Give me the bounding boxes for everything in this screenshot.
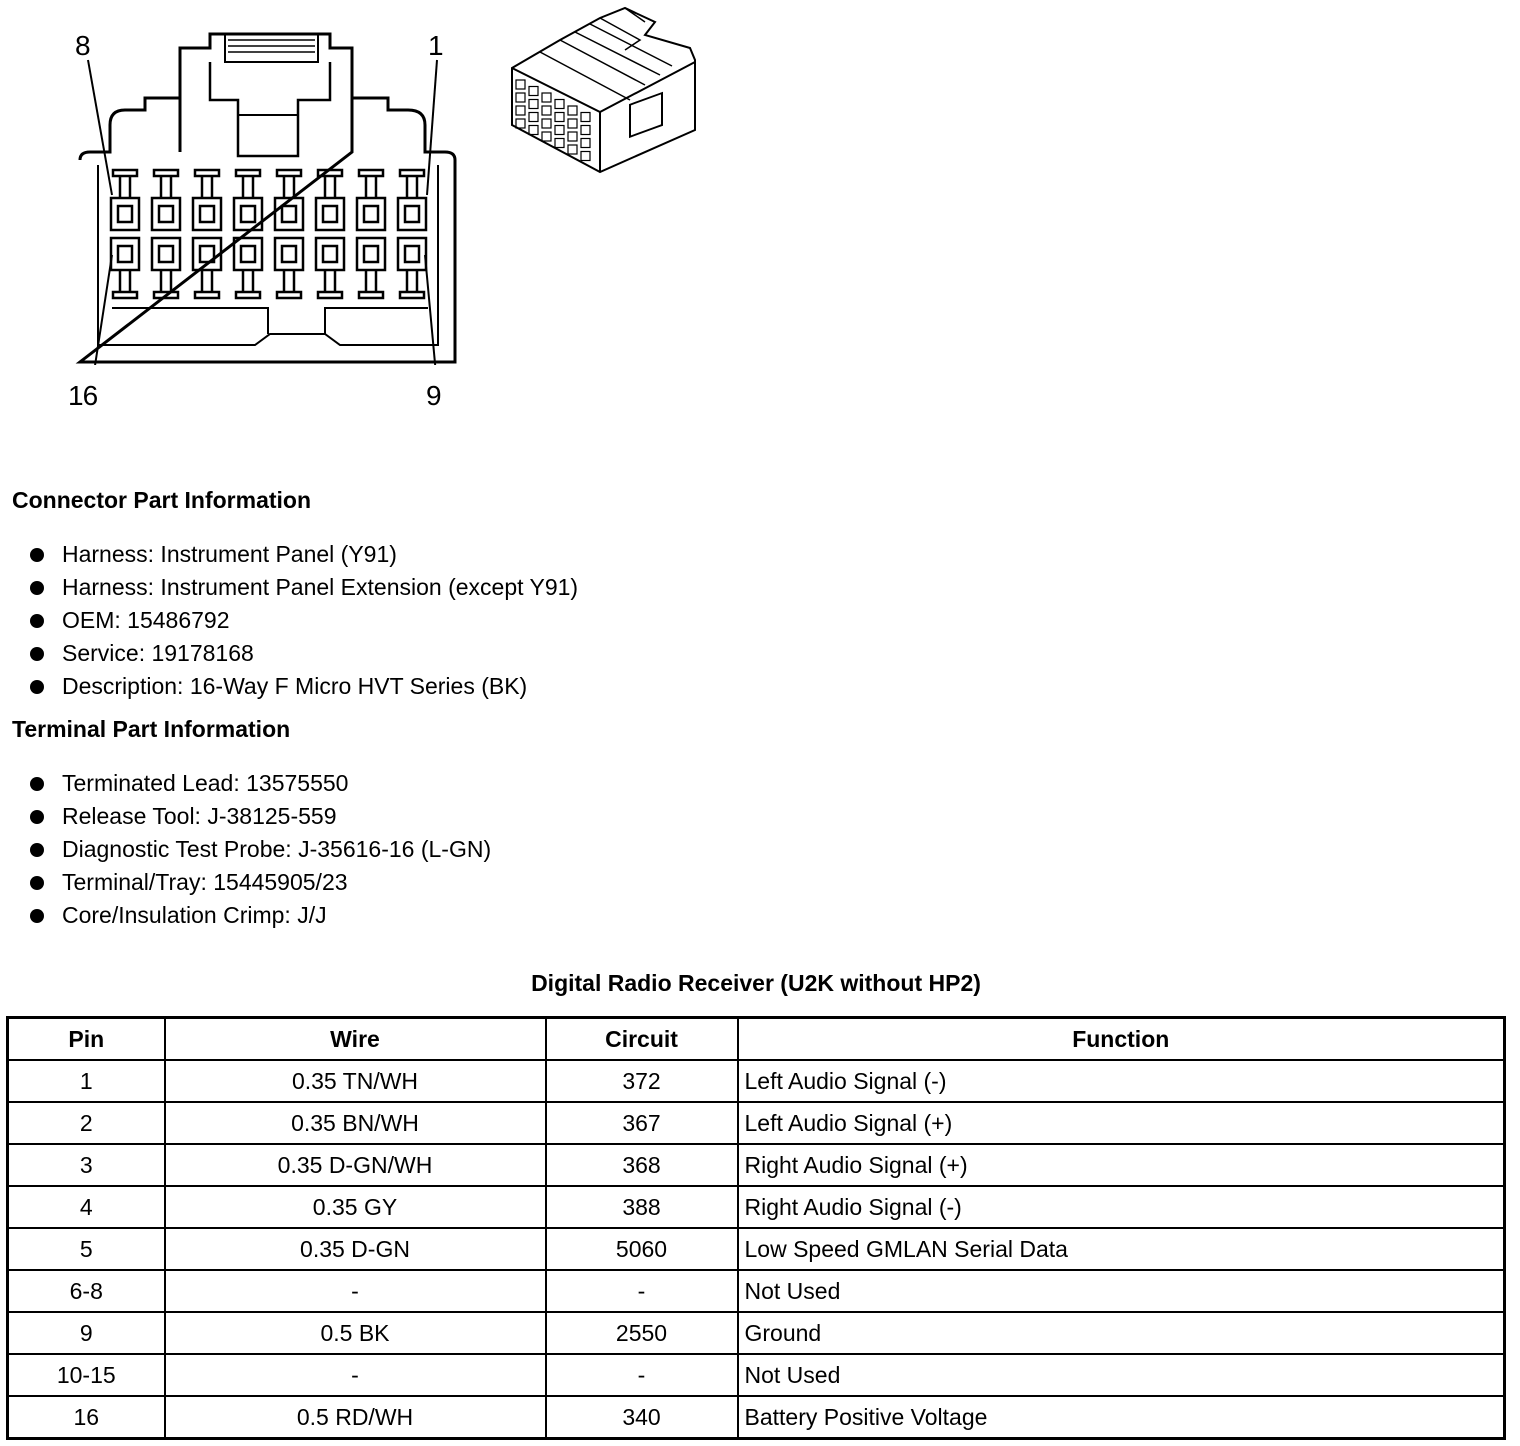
cell-function: Battery Positive Voltage (738, 1396, 1505, 1439)
list-item-text: Terminated Lead: 13575550 (62, 770, 349, 796)
list-item-text: Description: 16-Way F Micro HVT Series (BK) (62, 673, 528, 699)
cavity-outline (241, 246, 255, 262)
table-row (8, 1228, 1505, 1270)
list-item (30, 899, 491, 932)
cell-function: Ground (738, 1312, 1505, 1354)
pin-label-9: 9 (426, 380, 441, 411)
cell-function: Not Used (738, 1354, 1505, 1396)
iso-cavity (516, 119, 525, 128)
cavity-outline (318, 292, 342, 298)
cavity-outline (405, 246, 419, 262)
iso-cavity (516, 106, 525, 115)
cell-function: Right Audio Signal (+) (738, 1144, 1505, 1186)
bullet-icon (30, 614, 44, 628)
cavity-outline (359, 292, 383, 298)
cell-pin: 5 (8, 1228, 165, 1270)
connector-part-info-heading: Connector Part Information (12, 487, 312, 513)
cell-circuit: 2550 (546, 1312, 738, 1354)
bullet-icon (30, 777, 44, 791)
cavity-outline (400, 170, 424, 176)
bullet-icon (30, 909, 44, 923)
cavity-outline (118, 206, 132, 222)
cavity-outline (398, 238, 426, 270)
table-row (8, 1354, 1505, 1396)
cavity-outline (111, 238, 139, 270)
iso-cavity (516, 93, 525, 102)
cell-pin: 10-15 (8, 1354, 165, 1396)
cell-function: Left Audio Signal (+) (738, 1102, 1505, 1144)
cavity-outline (316, 198, 344, 230)
cell-function: Low Speed GMLAN Serial Data (738, 1228, 1505, 1270)
list-item (30, 670, 578, 703)
connector-isometric-view (505, 5, 705, 180)
cell-circuit: 388 (546, 1186, 738, 1228)
cell-wire: - (165, 1354, 546, 1396)
iso-cavity (529, 100, 538, 109)
column-header-wire: Wire (165, 1018, 546, 1061)
list-item-text: Release Tool: J-38125-559 (62, 803, 337, 829)
list-item-text: OEM: 15486792 (62, 607, 230, 633)
list-item-text: Terminal/Tray: 15445905/23 (62, 869, 348, 895)
cell-wire: 0.35 D-GN (165, 1228, 546, 1270)
cell-pin: 1 (8, 1060, 165, 1102)
iso-cavity (542, 93, 551, 102)
cell-circuit: 5060 (546, 1228, 738, 1270)
cell-pin: 9 (8, 1312, 165, 1354)
iso-cavity (529, 126, 538, 135)
cavity-outline (364, 206, 378, 222)
cavity-outline (400, 292, 424, 298)
cell-pin: 6-8 (8, 1270, 165, 1312)
iso-cavity (542, 119, 551, 128)
cell-pin: 16 (8, 1396, 165, 1439)
list-item (30, 538, 578, 571)
cavity-outline (234, 238, 262, 270)
cell-pin: 3 (8, 1144, 165, 1186)
list-item (30, 604, 578, 637)
table-row (8, 1102, 1505, 1144)
iso-cavity (529, 113, 538, 122)
iso-cavity (568, 119, 577, 128)
cavity-outline (275, 198, 303, 230)
cell-circuit: 372 (546, 1060, 738, 1102)
cavity-outline (195, 292, 219, 298)
cavity-outline (154, 170, 178, 176)
iso-cavity (581, 126, 590, 135)
cavity-outline (282, 246, 296, 262)
pin-label-16: 16 (68, 380, 98, 411)
column-header-pin: Pin (8, 1018, 165, 1061)
cavity-outline (159, 246, 173, 262)
cell-function: Not Used (738, 1270, 1505, 1312)
iso-cavity (542, 132, 551, 141)
connector-part-info-list (30, 538, 578, 703)
terminal-part-info-heading: Terminal Part Information (12, 716, 291, 742)
list-item-text: Service: 19178168 (62, 640, 254, 666)
cavity-outline (159, 206, 173, 222)
cell-wire: 0.5 RD/WH (165, 1396, 546, 1439)
table-row (8, 1144, 1505, 1186)
iso-cavity (581, 113, 590, 122)
cell-circuit: 368 (546, 1144, 738, 1186)
table-row (8, 1396, 1505, 1439)
cavity-outline (113, 292, 137, 298)
list-item (30, 800, 491, 833)
table-title: Digital Radio Receiver (U2K without HP2) (531, 970, 981, 996)
list-item-text: Core/Insulation Crimp: J/J (62, 902, 327, 928)
iso-cavity (568, 132, 577, 141)
table-row (8, 1270, 1505, 1312)
terminal-part-info-list (30, 767, 491, 932)
cavity-outline (152, 198, 180, 230)
cell-function: Right Audio Signal (-) (738, 1186, 1505, 1228)
cavity-outline (318, 170, 342, 176)
cavity-outline (316, 238, 344, 270)
list-item (30, 637, 578, 670)
cavity-outline (323, 246, 337, 262)
list-item (30, 833, 491, 866)
cell-wire: - (165, 1270, 546, 1312)
cavity-outline (113, 170, 137, 176)
iso-cavity (542, 106, 551, 115)
list-item (30, 571, 578, 604)
cavity-outline (364, 246, 378, 262)
cell-wire: 0.35 GY (165, 1186, 546, 1228)
cavity-outline (359, 170, 383, 176)
iso-cavity (568, 145, 577, 154)
bullet-icon (30, 680, 44, 694)
cavity-outline (195, 170, 219, 176)
cavity-outline (200, 206, 214, 222)
table-row (8, 1312, 1505, 1354)
iso-cavity (555, 113, 564, 122)
iso-cavity (529, 87, 538, 96)
cell-circuit: - (546, 1270, 738, 1312)
pin-label-8: 8 (75, 30, 90, 61)
iso-cavity (555, 100, 564, 109)
cavity-outline (193, 198, 221, 230)
table-row (8, 1060, 1505, 1102)
cavity-outline (152, 238, 180, 270)
cell-pin: 4 (8, 1186, 165, 1228)
table-row (8, 1186, 1505, 1228)
iso-cavity (568, 106, 577, 115)
cavity-outline (357, 198, 385, 230)
bullet-icon (30, 843, 44, 857)
cavity-outline (236, 170, 260, 176)
bullet-icon (30, 647, 44, 661)
column-header-circuit: Circuit (546, 1018, 738, 1061)
iso-cavity (555, 139, 564, 148)
table-header-row (8, 1018, 1505, 1061)
list-item (30, 866, 491, 899)
cavity-outline (282, 206, 296, 222)
cavity-outline (111, 198, 139, 230)
cavity-outline (118, 246, 132, 262)
list-item (30, 767, 491, 800)
list-item-text: Harness: Instrument Panel Extension (except Y91) (62, 574, 579, 600)
cell-circuit: 340 (546, 1396, 738, 1439)
iso-cavity (581, 152, 590, 161)
cell-circuit: 367 (546, 1102, 738, 1144)
pin-label-1: 1 (428, 30, 443, 61)
iso-cavity (555, 126, 564, 135)
cell-circuit: - (546, 1354, 738, 1396)
iso-cavity (581, 139, 590, 148)
cavity-outline (323, 206, 337, 222)
bullet-icon (30, 548, 44, 562)
cavity-outline (241, 206, 255, 222)
bullet-icon (30, 581, 44, 595)
cell-wire: 0.35 TN/WH (165, 1060, 546, 1102)
connector-face-diagram (60, 20, 480, 365)
cavity-outline (405, 206, 419, 222)
iso-cavity (516, 80, 525, 89)
cell-wire: 0.35 BN/WH (165, 1102, 546, 1144)
cavity-outline (398, 198, 426, 230)
cavity-outline (357, 238, 385, 270)
bullet-icon (30, 876, 44, 890)
cell-function: Left Audio Signal (-) (738, 1060, 1505, 1102)
pinout-table (6, 1016, 1506, 1440)
cell-pin: 2 (8, 1102, 165, 1144)
list-item-text: Diagnostic Test Probe: J-35616-16 (L-GN) (62, 836, 492, 862)
list-item-text: Harness: Instrument Panel (Y91) (62, 541, 397, 567)
cavity-outline (275, 238, 303, 270)
cavity-outline (277, 292, 301, 298)
cell-wire: 0.35 D-GN/WH (165, 1144, 546, 1186)
cavity-outline (277, 170, 301, 176)
cell-wire: 0.5 BK (165, 1312, 546, 1354)
bullet-icon (30, 810, 44, 824)
column-header-function: Function (738, 1018, 1505, 1061)
cavity-outline (236, 292, 260, 298)
